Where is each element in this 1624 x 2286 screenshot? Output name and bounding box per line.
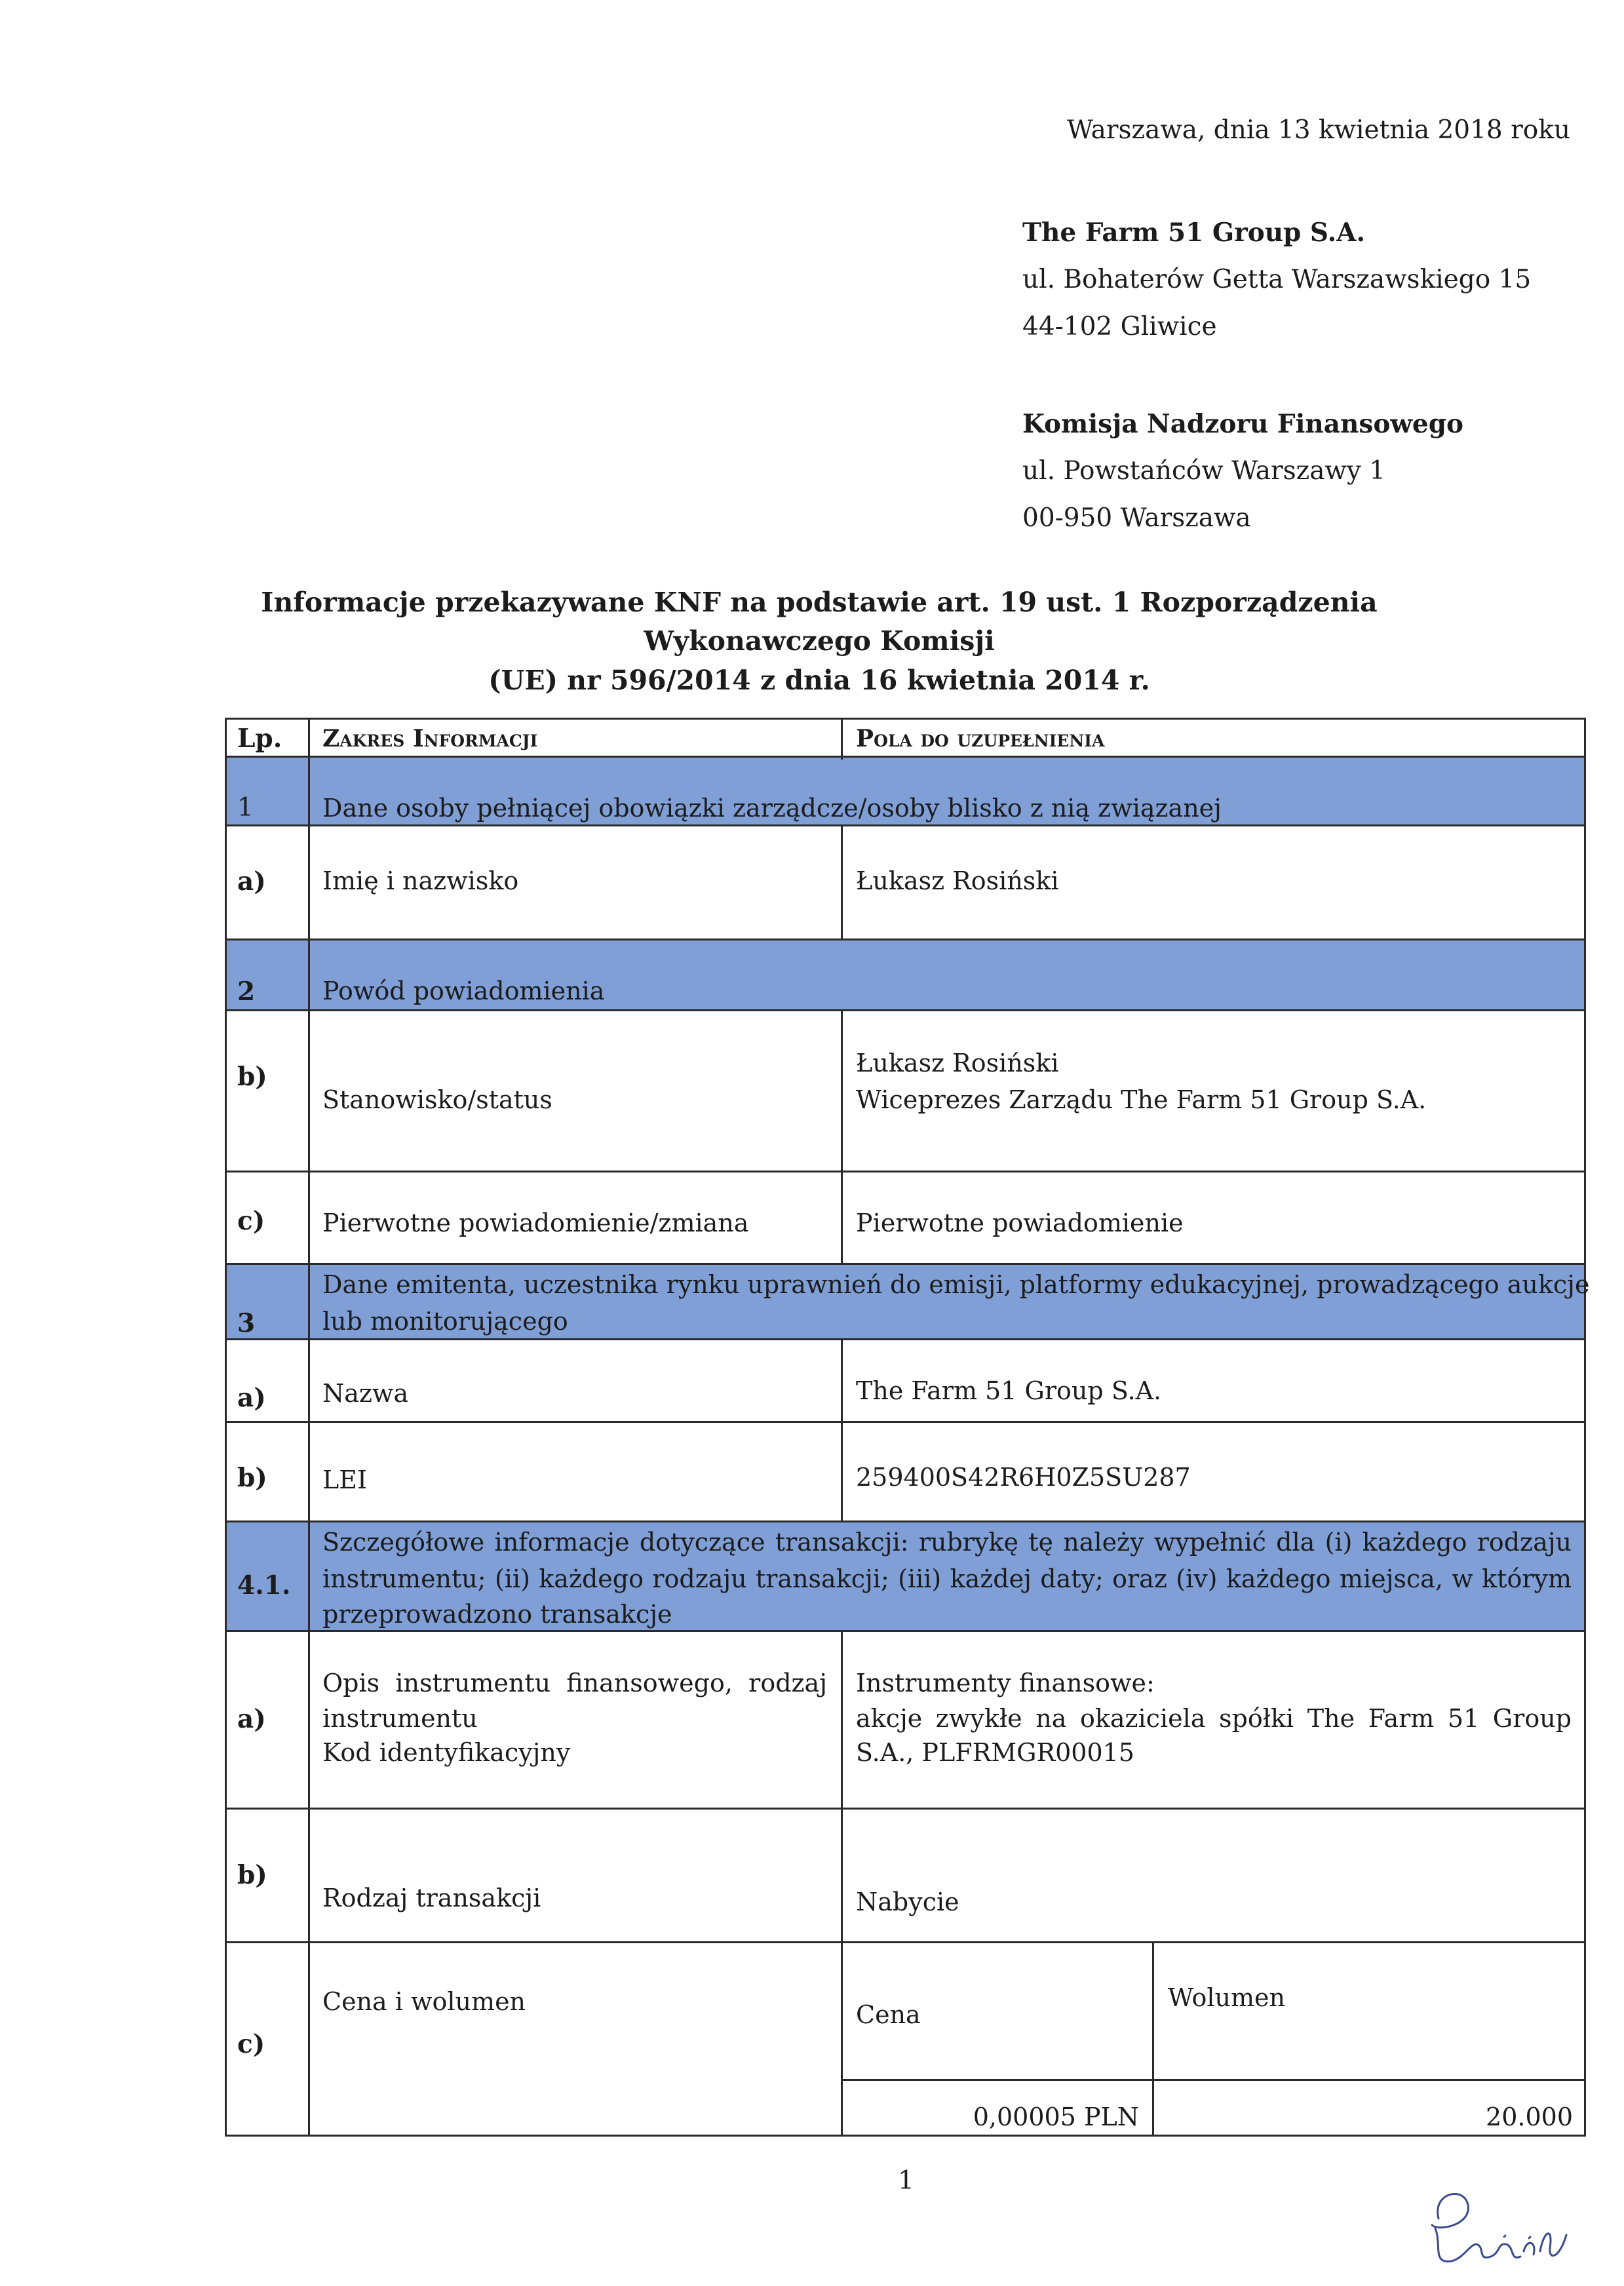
issuer-street: ul. Bohaterów Getta Warszawskiego 15 — [1022, 265, 1532, 294]
price-value: 0,00005 PLN — [973, 2102, 1139, 2131]
table-line — [225, 1808, 1586, 1810]
table-divider-fields — [841, 718, 843, 760]
section-title-line: Szczegółowe informacje dotyczące transakcji: rubrykę tę należy wypełnić dla (i) każdego rodzaju — [322, 1528, 1572, 1557]
col-header-scope: Zakres Informacji — [322, 725, 538, 752]
row-label-line: Opis instrumentu finansowego, rodzaj — [322, 1669, 827, 1697]
issuer-city: 44-102 Gliwice — [1022, 312, 1217, 341]
row-label-line: instrumentu — [322, 1704, 478, 1733]
row-letter: c) — [237, 1206, 265, 1236]
section-number: 4.1. — [237, 1570, 291, 1600]
row-label: Pierwotne powiadomienie/zmiana — [322, 1209, 749, 1237]
table-line — [225, 1171, 1586, 1172]
table-border-top — [225, 718, 1586, 720]
row-label: Imię i nazwisko — [322, 866, 519, 895]
table-line — [225, 1521, 1586, 1522]
table-divider-lp — [308, 718, 310, 2137]
issuer-name: The Farm 51 Group S.A. — [1022, 218, 1366, 248]
row-letter: b) — [237, 1463, 267, 1493]
table-line — [841, 2079, 1586, 2081]
section-title-line: Dane emitenta, uczestnika rynku uprawnień do emisji, platformy edukacyjnej, prowadzącego aukcje — [322, 1270, 1590, 1299]
section-number: 1 — [237, 793, 254, 823]
row-value: 259400S42R6H0Z5SU287 — [856, 1463, 1191, 1492]
handwritten-signature — [1412, 2179, 1583, 2277]
row-label-line: Kod identyfikacyjny — [322, 1738, 571, 1767]
table-divider-fields — [841, 824, 843, 939]
section-number: 2 — [237, 977, 256, 1007]
document-date: Warszawa, dnia 13 kwietnia 2018 roku — [1066, 115, 1570, 145]
recipient-name: Komisja Nadzoru Finansowego — [1022, 409, 1463, 439]
row-label: Stanowisko/status — [322, 1085, 552, 1114]
table-divider-fields — [841, 1009, 843, 1265]
table-line — [225, 1941, 1586, 1943]
table-divider-fields — [841, 1338, 843, 1522]
table-divider-fields — [841, 1630, 843, 2137]
document-title — [197, 583, 1442, 700]
section-title-line: instrumentu; (ii) każdego rodzaju transakcji; (iii) każdej daty; oraz (iv) każdego miejsca, w którym — [322, 1564, 1572, 1593]
row-label: Nazwa — [322, 1379, 409, 1408]
row-value: Nabycie — [856, 1888, 959, 1916]
table-line — [225, 1263, 1586, 1265]
row-label: Rodzaj transakcji — [322, 1884, 541, 1912]
col-header-lp: Lp. — [237, 724, 282, 754]
table-line — [225, 1338, 1586, 1340]
row-value: Pierwotne powiadomienie — [856, 1209, 1184, 1237]
section-title-line: przeprowadzono transakcje — [322, 1600, 672, 1629]
table-border-left — [225, 718, 227, 2137]
row-value-line: Łukasz Rosiński — [856, 1049, 1059, 1077]
title-line-2: (UE) nr 596/2014 z dnia 16 kwietnia 2014 r. — [488, 664, 1150, 696]
row-letter: a) — [237, 1383, 266, 1413]
row-value: The Farm 51 Group S.A. — [856, 1376, 1162, 1405]
volume-value: 20.000 — [1486, 2102, 1573, 2131]
table-border-right — [1584, 718, 1586, 2137]
table-line — [225, 939, 1586, 940]
table-border-bottom — [225, 2135, 1586, 2137]
row-value-line: S.A., PLFRMGR00015 — [856, 1738, 1134, 1767]
row-letter: b) — [237, 1062, 267, 1092]
table-line — [225, 756, 1586, 758]
row-label: Cena i wolumen — [322, 1987, 526, 2016]
row-value-line: Instrumenty finansowe: — [856, 1669, 1155, 1697]
table-line — [225, 1009, 1586, 1011]
row-letter: c) — [237, 2029, 265, 2059]
section-title-line: lub monitorującego — [322, 1307, 568, 1336]
title-line-1: Informacje przekazywane KNF na podstawie art. 19 ust. 1 Rozporządzenia Wykonawczego Komisji — [261, 587, 1378, 657]
row-value-line: Wiceprezes Zarządu The Farm 51 Group S.A. — [856, 1085, 1427, 1114]
row-label: LEI — [322, 1465, 367, 1494]
row-value-line: akcje zwykłe na okaziciela spółki The Farm 51 Group — [856, 1704, 1572, 1733]
section-number: 3 — [237, 1308, 256, 1338]
recipient-street: ul. Powstańców Warszawy 1 — [1022, 456, 1386, 486]
row-letter: b) — [237, 1860, 267, 1890]
recipient-city: 00-950 Warszawa — [1022, 503, 1251, 533]
volume-header: Wolumen — [1168, 1983, 1285, 2012]
row-letter: a) — [237, 866, 266, 897]
section-title: Dane osoby pełniącej obowiązki zarządcze/osoby blisko z nią związanej — [322, 794, 1222, 823]
row-letter: a) — [237, 1704, 266, 1734]
table-line — [225, 1421, 1586, 1423]
col-header-fields: Pola do uzupełnienia — [856, 725, 1105, 752]
row-value: Łukasz Rosiński — [856, 866, 1059, 895]
page-number: 1 — [898, 2166, 914, 2196]
price-header: Cena — [856, 2000, 921, 2029]
table-divider-price-volume — [1152, 1941, 1154, 2137]
section-title: Powód powiadomienia — [322, 977, 605, 1005]
